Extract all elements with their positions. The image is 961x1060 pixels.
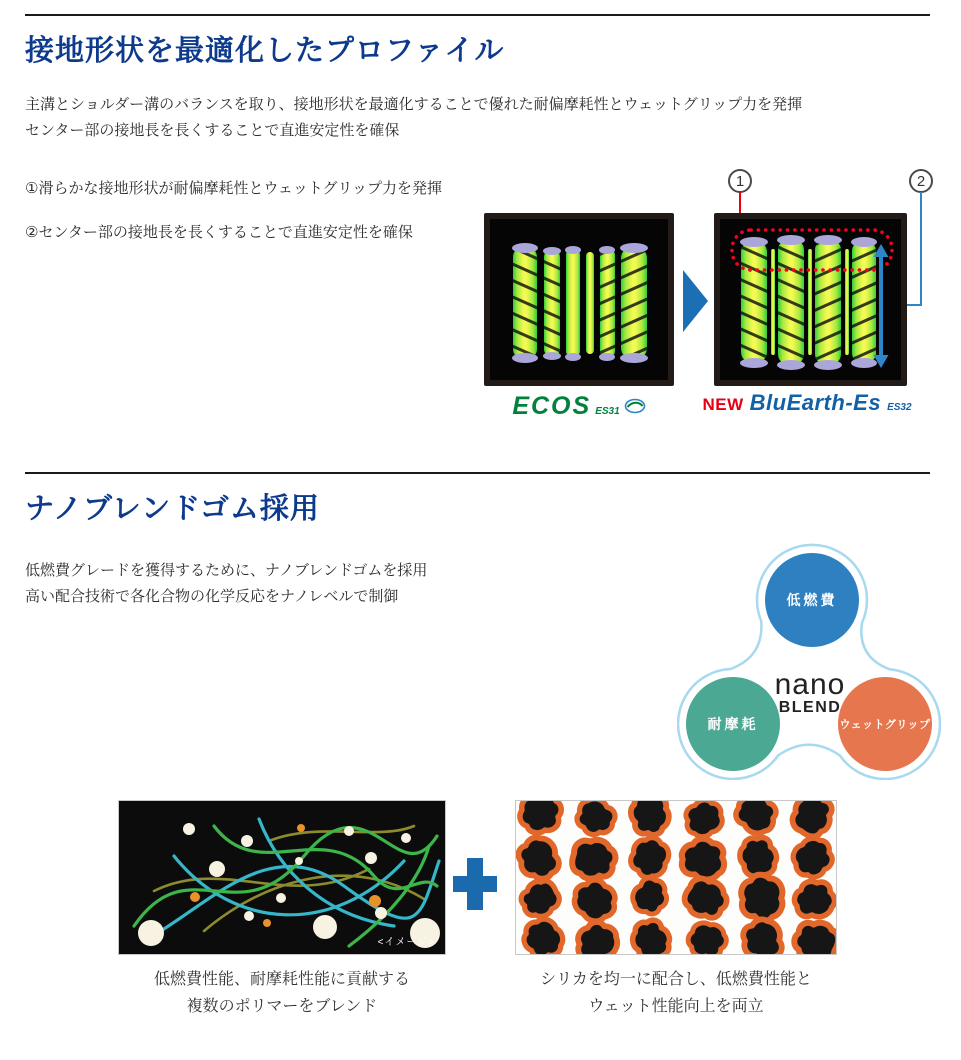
profile-body-line-1: 主溝とショルダー溝のバランスを取り、接地形状を最適化することで優れた耐偏摩耗性とウェットグリップ力を発揮 (25, 96, 803, 113)
section-divider-nano (25, 472, 930, 474)
section-divider-top (25, 14, 930, 16)
image-note: <イメージ> (377, 937, 435, 948)
contact-length-arrow-icon (872, 244, 890, 368)
ecos-logo (484, 392, 674, 421)
section-nano-title: ナノブレンドゴム採用 (25, 493, 320, 525)
callout-2-leader-line-vertical (920, 192, 922, 306)
profile-note-2: ②センター部の接地長を長くすることで直進安定性を確保 (25, 224, 413, 241)
profile-body-line-2: センター部の接地長を長くすることで直進安定性を確保 (25, 122, 400, 139)
bluearth-logo-code: ES32 (887, 402, 912, 413)
bluearth-logo-name: BluEarth-Es (749, 390, 882, 415)
callout-2-badge (909, 169, 933, 193)
silica-caption-line-2: ウェット性能向上を両立 (588, 998, 764, 1015)
node-fuel-label: 低燃費 (786, 592, 838, 608)
polymer-caption (118, 966, 446, 1020)
callout-1-number: 1 (735, 172, 745, 190)
plus-vertical-bar (467, 858, 483, 910)
nano-blend-diagram (677, 542, 941, 780)
silica-caption (515, 966, 837, 1020)
nano-wordmark-line2: BLEND (778, 699, 842, 716)
section-profile-title: 接地形状を最適化したプロファイル (25, 35, 505, 67)
bluearth-logo-new: NEW (702, 395, 744, 414)
tire-contact-image-before (484, 213, 674, 386)
bluearth-logo (697, 390, 917, 416)
ecos-logo-name: ECOS (512, 392, 592, 420)
polymer-caption-line-2: 複数のポリマーをブレンド (186, 998, 378, 1015)
silica-dispersion-image (515, 800, 837, 955)
nano-body-line-1: 低燃費グレードを獲得するために、ナノブレンドゴムを採用 (25, 562, 428, 579)
ecos-logo-code: ES31 (595, 406, 620, 417)
nano-body (25, 558, 427, 610)
profile-note-1: ①滑らかな接地形状が耐偏摩耗性とウェットグリップ力を発揮 (25, 180, 442, 197)
shoulder-highlight-dotted-outline (728, 226, 896, 274)
ecos-globe-icon (624, 398, 646, 414)
polymer-caption-line-1: 低燃費性能、耐摩耗性能に貢献する (153, 971, 410, 988)
profile-body (25, 92, 802, 144)
nano-wordmark-line1: nano (774, 668, 846, 701)
node-wear-label: 耐摩耗 (707, 716, 759, 732)
callout-2-number: 2 (916, 172, 926, 190)
tread-graphic-before (490, 219, 668, 380)
node-wet-label: ウェットグリップ (839, 719, 931, 731)
polymer-blend-graphic (119, 801, 445, 954)
polymer-blend-image (118, 800, 446, 955)
before-after-arrow-icon (683, 270, 708, 332)
callout-1-badge (728, 169, 752, 193)
silica-dispersion-graphic (516, 801, 836, 954)
silica-caption-line-1: シリカを均一に配合し、低燃費性能と (540, 971, 812, 988)
nano-body-line-2: 高い配合技術で各化合物の化学反応をナノレベルで制御 (25, 588, 399, 605)
